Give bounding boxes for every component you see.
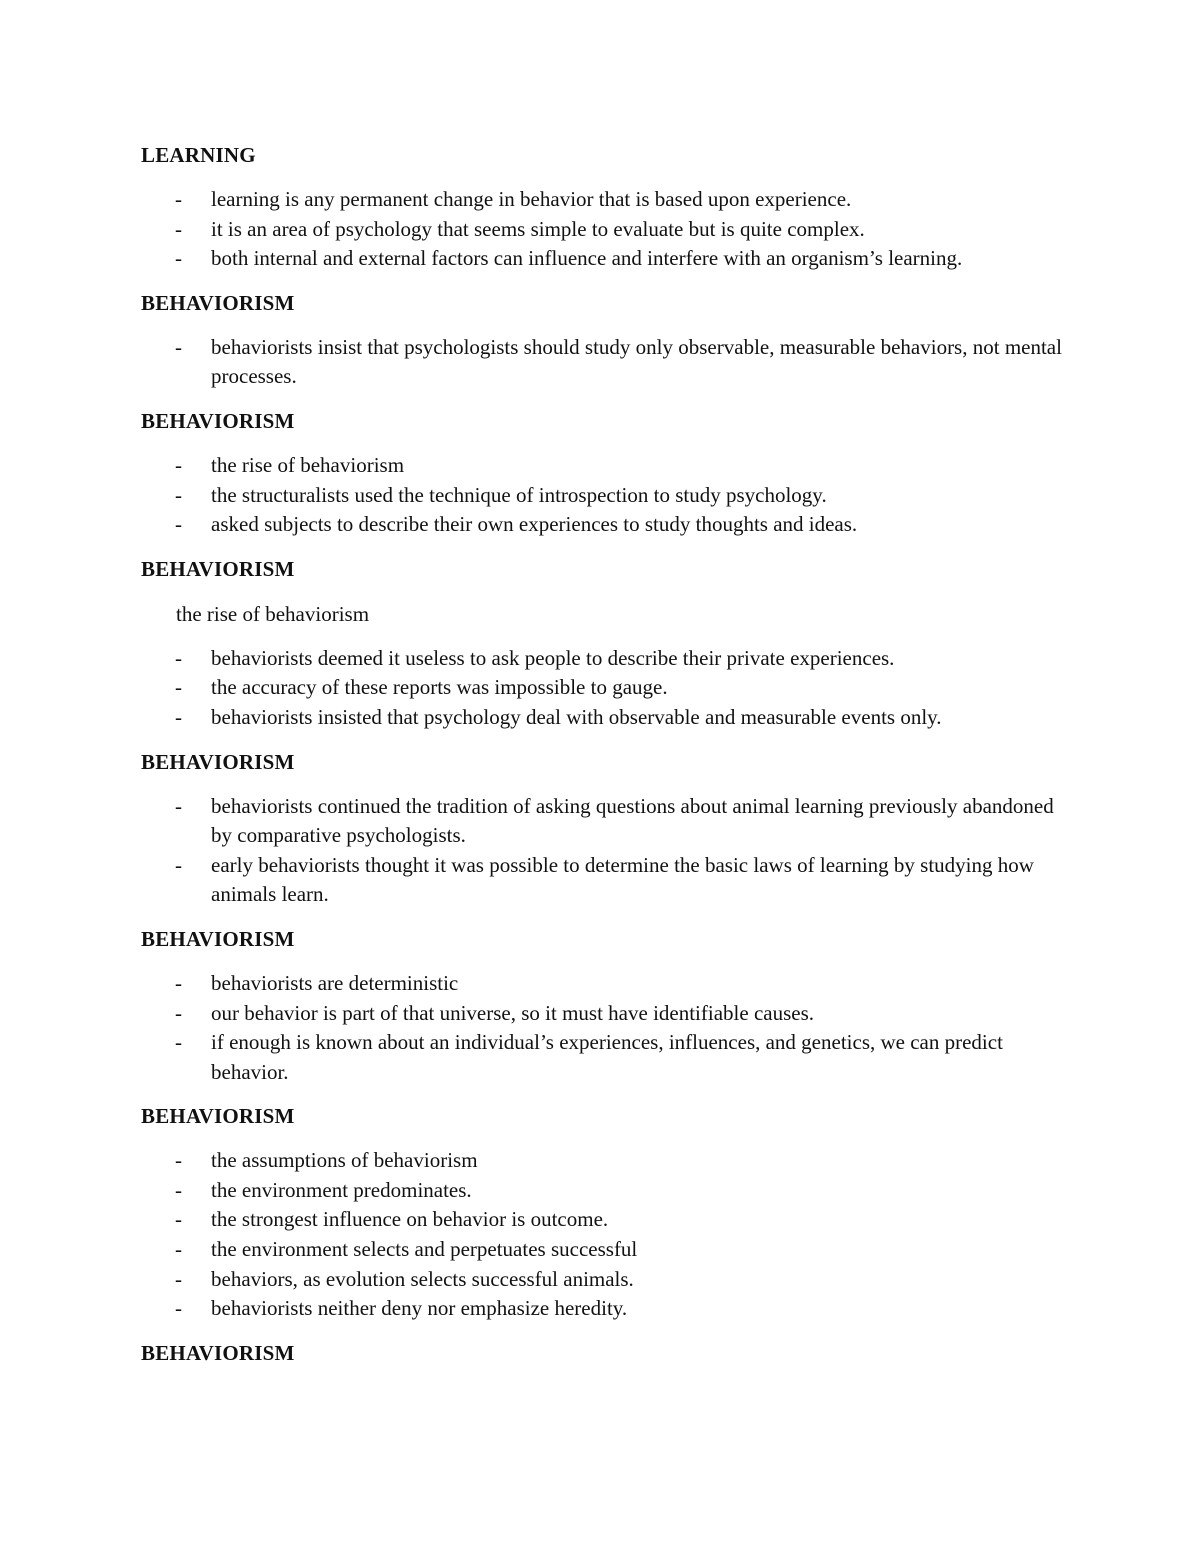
- dash-bullet-icon: -: [175, 1296, 182, 1321]
- section-heading: LEARNING: [141, 143, 256, 167]
- dash-bullet-icon: -: [175, 512, 182, 537]
- section-heading: BEHAVIORISM: [141, 408, 295, 433]
- section-heading: BEHAVIORISM: [141, 556, 295, 581]
- list-item: [141, 215, 1071, 245]
- list-item: [141, 451, 1071, 481]
- dash-bullet-icon: -: [175, 482, 182, 507]
- section-heading: BEHAVIORISM: [141, 290, 295, 315]
- dash-bullet-icon: -: [175, 1237, 182, 1262]
- document-section: [141, 924, 1071, 1087]
- list-item: [141, 510, 1071, 540]
- list-item: [141, 244, 1071, 274]
- section-heading: BEHAVIORISM: [141, 749, 295, 774]
- bullet-list: [141, 644, 1071, 733]
- list-item-text: early behaviorists thought it was possible to determine the basic laws of learning by studying how animals learn.: [211, 852, 1034, 907]
- document-body: [141, 140, 1071, 1383]
- bullet-list: [141, 185, 1071, 274]
- list-item-text: the strongest influence on behavior is outcome.: [211, 1207, 609, 1232]
- list-item: [141, 999, 1071, 1029]
- list-item-text: behaviorists neither deny nor emphasize heredity.: [211, 1296, 628, 1321]
- document-section: [141, 288, 1071, 392]
- list-item: [141, 481, 1071, 511]
- section-subheading: the rise of behaviorism: [176, 601, 370, 626]
- list-item-text: the assumptions of behaviorism: [211, 1148, 478, 1173]
- dash-bullet-icon: -: [175, 1030, 182, 1055]
- list-item: [141, 703, 1071, 733]
- list-item: [141, 969, 1071, 999]
- list-item-text: learning is any permanent change in behavior that is based upon experience.: [211, 187, 852, 211]
- list-item-text: our behavior is part of that universe, so it must have identifiable causes.: [211, 1000, 815, 1025]
- dash-bullet-icon: -: [175, 645, 182, 670]
- document-section: [141, 747, 1071, 910]
- list-item: [141, 1265, 1071, 1295]
- list-item: [141, 333, 1071, 392]
- list-item-text: the environment predominates.: [211, 1177, 472, 1202]
- bullet-list: [141, 969, 1071, 1087]
- dash-bullet-icon: -: [175, 452, 182, 477]
- dash-bullet-icon: -: [175, 704, 182, 729]
- list-item: [141, 673, 1071, 703]
- dash-bullet-icon: -: [175, 1266, 182, 1291]
- dash-bullet-icon: -: [175, 1000, 182, 1025]
- list-item: [141, 644, 1071, 674]
- dash-bullet-icon: -: [175, 246, 182, 271]
- list-item-text: behaviorists insist that psychologists should study only observable, measurable behaviors, not mental processes.: [211, 334, 1062, 389]
- dash-bullet-icon: -: [175, 1177, 182, 1202]
- list-item-text: behaviorists continued the tradition of asking questions about animal learning previously abandoned by comparative psychologists.: [211, 793, 1054, 848]
- dash-bullet-icon: -: [175, 675, 182, 700]
- list-item-text: behaviorists insisted that psychology deal with observable and measurable events only.: [211, 704, 942, 729]
- list-item: [141, 1146, 1071, 1176]
- document-section: [141, 406, 1071, 540]
- list-item: [141, 1028, 1071, 1087]
- section-heading: BEHAVIORISM: [141, 1104, 295, 1129]
- bullet-list: [141, 1146, 1071, 1324]
- dash-bullet-icon: -: [175, 187, 182, 211]
- document-section: [141, 554, 1071, 733]
- list-item: [141, 1294, 1071, 1324]
- dash-bullet-icon: -: [175, 852, 182, 877]
- list-item-text: the structuralists used the technique of introspection to study psychology.: [211, 482, 827, 507]
- list-item-text: behaviorists deemed it useless to ask people to describe their private experiences.: [211, 645, 895, 670]
- section-heading: BEHAVIORISM: [141, 926, 295, 951]
- list-item-text: the accuracy of these reports was impossible to gauge.: [211, 675, 668, 700]
- list-item-text: behaviorists are deterministic: [211, 970, 459, 995]
- list-item-text: it is an area of psychology that seems simple to evaluate but is quite complex.: [211, 216, 865, 241]
- list-item-text: both internal and external factors can influence and interfere with an organism’s learning.: [211, 246, 963, 271]
- bullet-list: [141, 792, 1071, 910]
- list-item: [141, 1235, 1071, 1265]
- document-section: [141, 140, 1071, 274]
- dash-bullet-icon: -: [175, 216, 182, 241]
- list-item: [141, 792, 1071, 851]
- list-item: [141, 185, 1071, 215]
- list-item-text: behaviors, as evolution selects successful animals.: [211, 1266, 634, 1291]
- bullet-list: [141, 333, 1071, 392]
- dash-bullet-icon: -: [175, 1207, 182, 1232]
- dash-bullet-icon: -: [175, 970, 182, 995]
- list-item: [141, 1176, 1071, 1206]
- document-section: [141, 1101, 1071, 1324]
- list-item-text: the environment selects and perpetuates successful: [211, 1237, 638, 1262]
- bullet-list: [141, 451, 1071, 540]
- dash-bullet-icon: -: [175, 1148, 182, 1173]
- list-item-text: asked subjects to describe their own experiences to study thoughts and ideas.: [211, 512, 858, 537]
- list-item-text: the rise of behaviorism: [211, 452, 405, 477]
- document-section: [141, 1338, 1071, 1368]
- list-item: [141, 1205, 1071, 1235]
- list-item: [141, 851, 1071, 910]
- dash-bullet-icon: -: [175, 793, 182, 818]
- list-item-text: if enough is known about an individual’s experiences, influences, and genetics, we can predict behavior.: [211, 1030, 1003, 1084]
- section-heading: BEHAVIORISM: [141, 1340, 295, 1365]
- dash-bullet-icon: -: [175, 334, 182, 359]
